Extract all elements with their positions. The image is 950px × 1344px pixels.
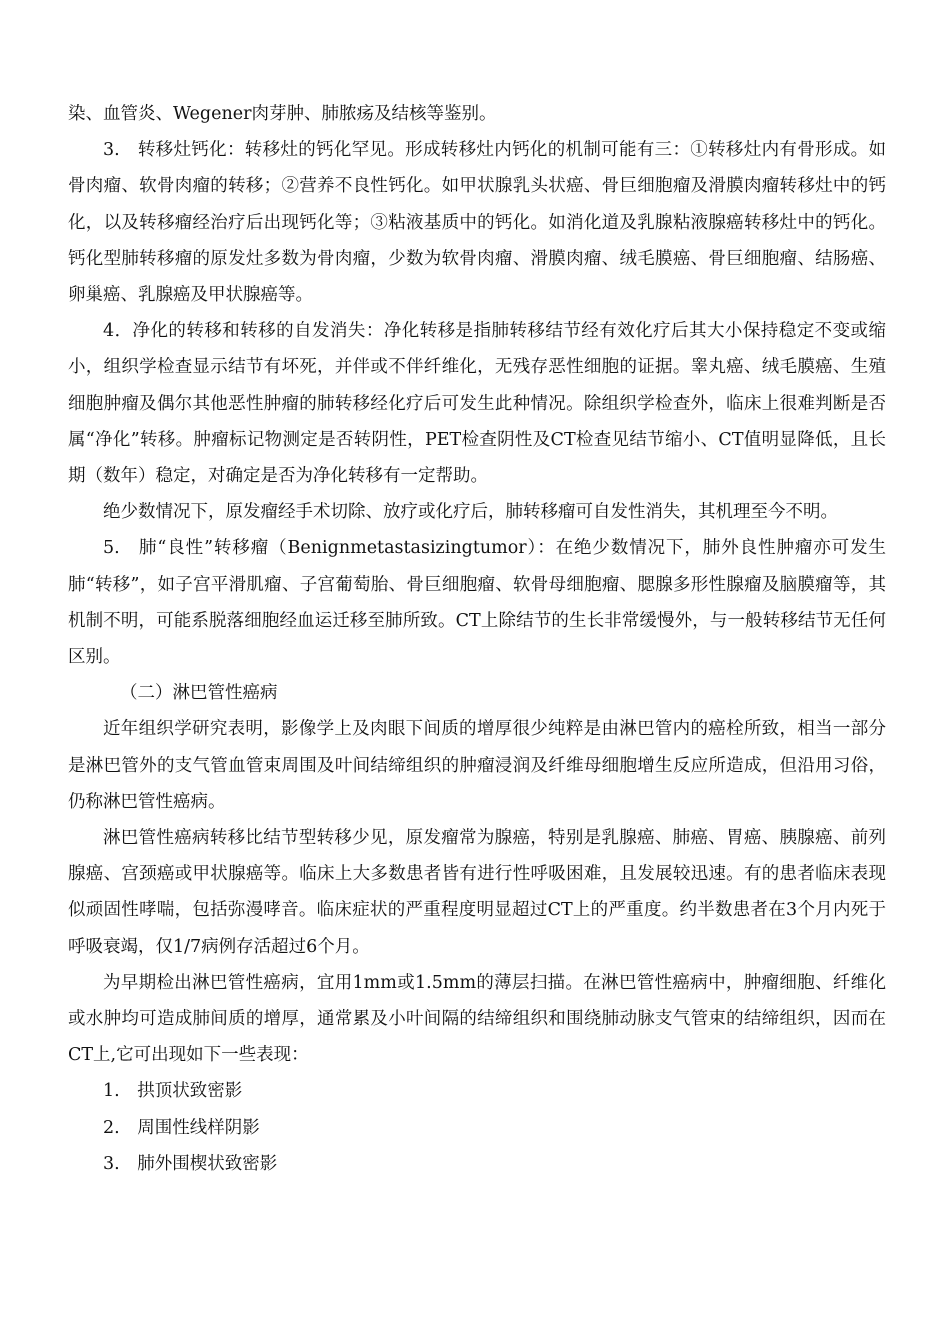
paragraph-sterilized-metastasis: 4．净化的转移和转移的自发消失：净化转移是指肺转移结节经有效化疗后其大小保持稳定不变或缩小，组织学检查显示结节有坏死，并伴或不伴纤维化，无残存恶性细胞的证据。睾丸癌、绒毛膜癌、生殖细胞肿瘤及偶尔其他恶性肿瘤的肺转移经化疗后可发生此种情况。除组织学检查外，临床上很难判断是否属“净化”转移。肿瘤标记物测定是否转阴性，PET检查阴性及CT检查见结节缩小、CT值明显降低，且长期（数年）稳定，对确定是否为净化转移有一定帮助。 <box>68 321 886 487</box>
list-item: 3. 肺外围楔状致密影 <box>103 1153 278 1174</box>
paragraph-calcification: 3. 转移灶钙化：转移灶的钙化罕见。形成转移灶内钙化的机制可能有三：①转移灶内有骨形成。如骨肉瘤、软骨肉瘤的转移；②营养不良性钙化。如甲状腺乳头状癌、骨巨细胞瘤及滑膜肉瘤转移灶中的钙化，以及转移瘤经治疗后出现钙化等；③粘液基质中的钙化。如消化道及乳腺粘液腺癌转移灶中的钙化。钙化型肺转移瘤的原发灶多数为骨肉瘤，少数为软骨肉瘤、滑膜肉瘤、绒毛膜癌、骨巨细胞瘤、结肠癌、卵巢癌、乳腺癌及甲状腺癌等。 <box>68 140 886 306</box>
paragraph-continuation: 染、血管炎、Wegener肉芽肿、肺脓疡及结核等鉴别。 <box>68 104 497 124</box>
section-heading: （二）淋巴管性癌病 <box>120 683 278 704</box>
paragraph-clinical: 淋巴管性癌病转移比结节型转移少见，原发瘤常为腺癌，特别是乳腺癌、肺癌、胃癌、胰腺癌、前列腺癌、宫颈癌或甲状腺癌等。临床上大多数患者皆有进行性呼吸困难，且发展较迅速。有的患者临床表现似顽固性哮喘，包括弥漫哮音。临床症状的严重程度明显超过CT上的严重度。约半数患者在3个月内死于呼吸衰竭，仅1/7病例存活超过6个月。 <box>68 828 886 957</box>
paragraph-histology: 近年组织学研究表明，影像学上及肉眼下间质的增厚很少纯粹是由淋巴管内的癌栓所致，相当一部分是淋巴管外的支气管血管束周围及叶间结缔组织的肿瘤浸润及纤维母细胞增生反应所造成，但沿用习俗，仍称淋巴管性癌病。 <box>68 719 886 812</box>
paragraph-benign-metastasis: 5. 肺“良性”转移瘤（Benignmetastasizingtumor）：在绝少数情况下，肺外良性肿瘤亦可发生肺“转移”，如子宫平滑肌瘤、子宫葡萄胎、骨巨细胞瘤、软骨母细胞瘤、腮腺多形性腺瘤及脑膜瘤等，其机制不明，可能系脱落细胞经血运迁移至肺所致。CT上除结节的生长非常缓慢外，与一般转移结节无任何区别。 <box>68 538 886 668</box>
list-item: 2. 周围性线样阴影 <box>103 1117 260 1138</box>
document-body <box>68 96 886 1182</box>
paragraph-spontaneous-regression: 绝少数情况下，原发瘤经手术切除、放疗或化疗后，肺转移瘤可自发性消失，其机理至今不明。 <box>103 502 838 523</box>
paragraph-ct-scan: 为早期检出淋巴管性癌病，宜用1mm或1.5mm的薄层扫描。在淋巴管性癌病中，肿瘤细胞、纤维化或水肿均可造成肺间质的增厚，通常累及小叶间隔的结缔组织和围绕肺动脉支气管束的结缔组织，因而在CT上,它可出现如下一些表现： <box>68 972 886 1066</box>
list-item: 1. 拱顶状致密影 <box>103 1081 243 1102</box>
